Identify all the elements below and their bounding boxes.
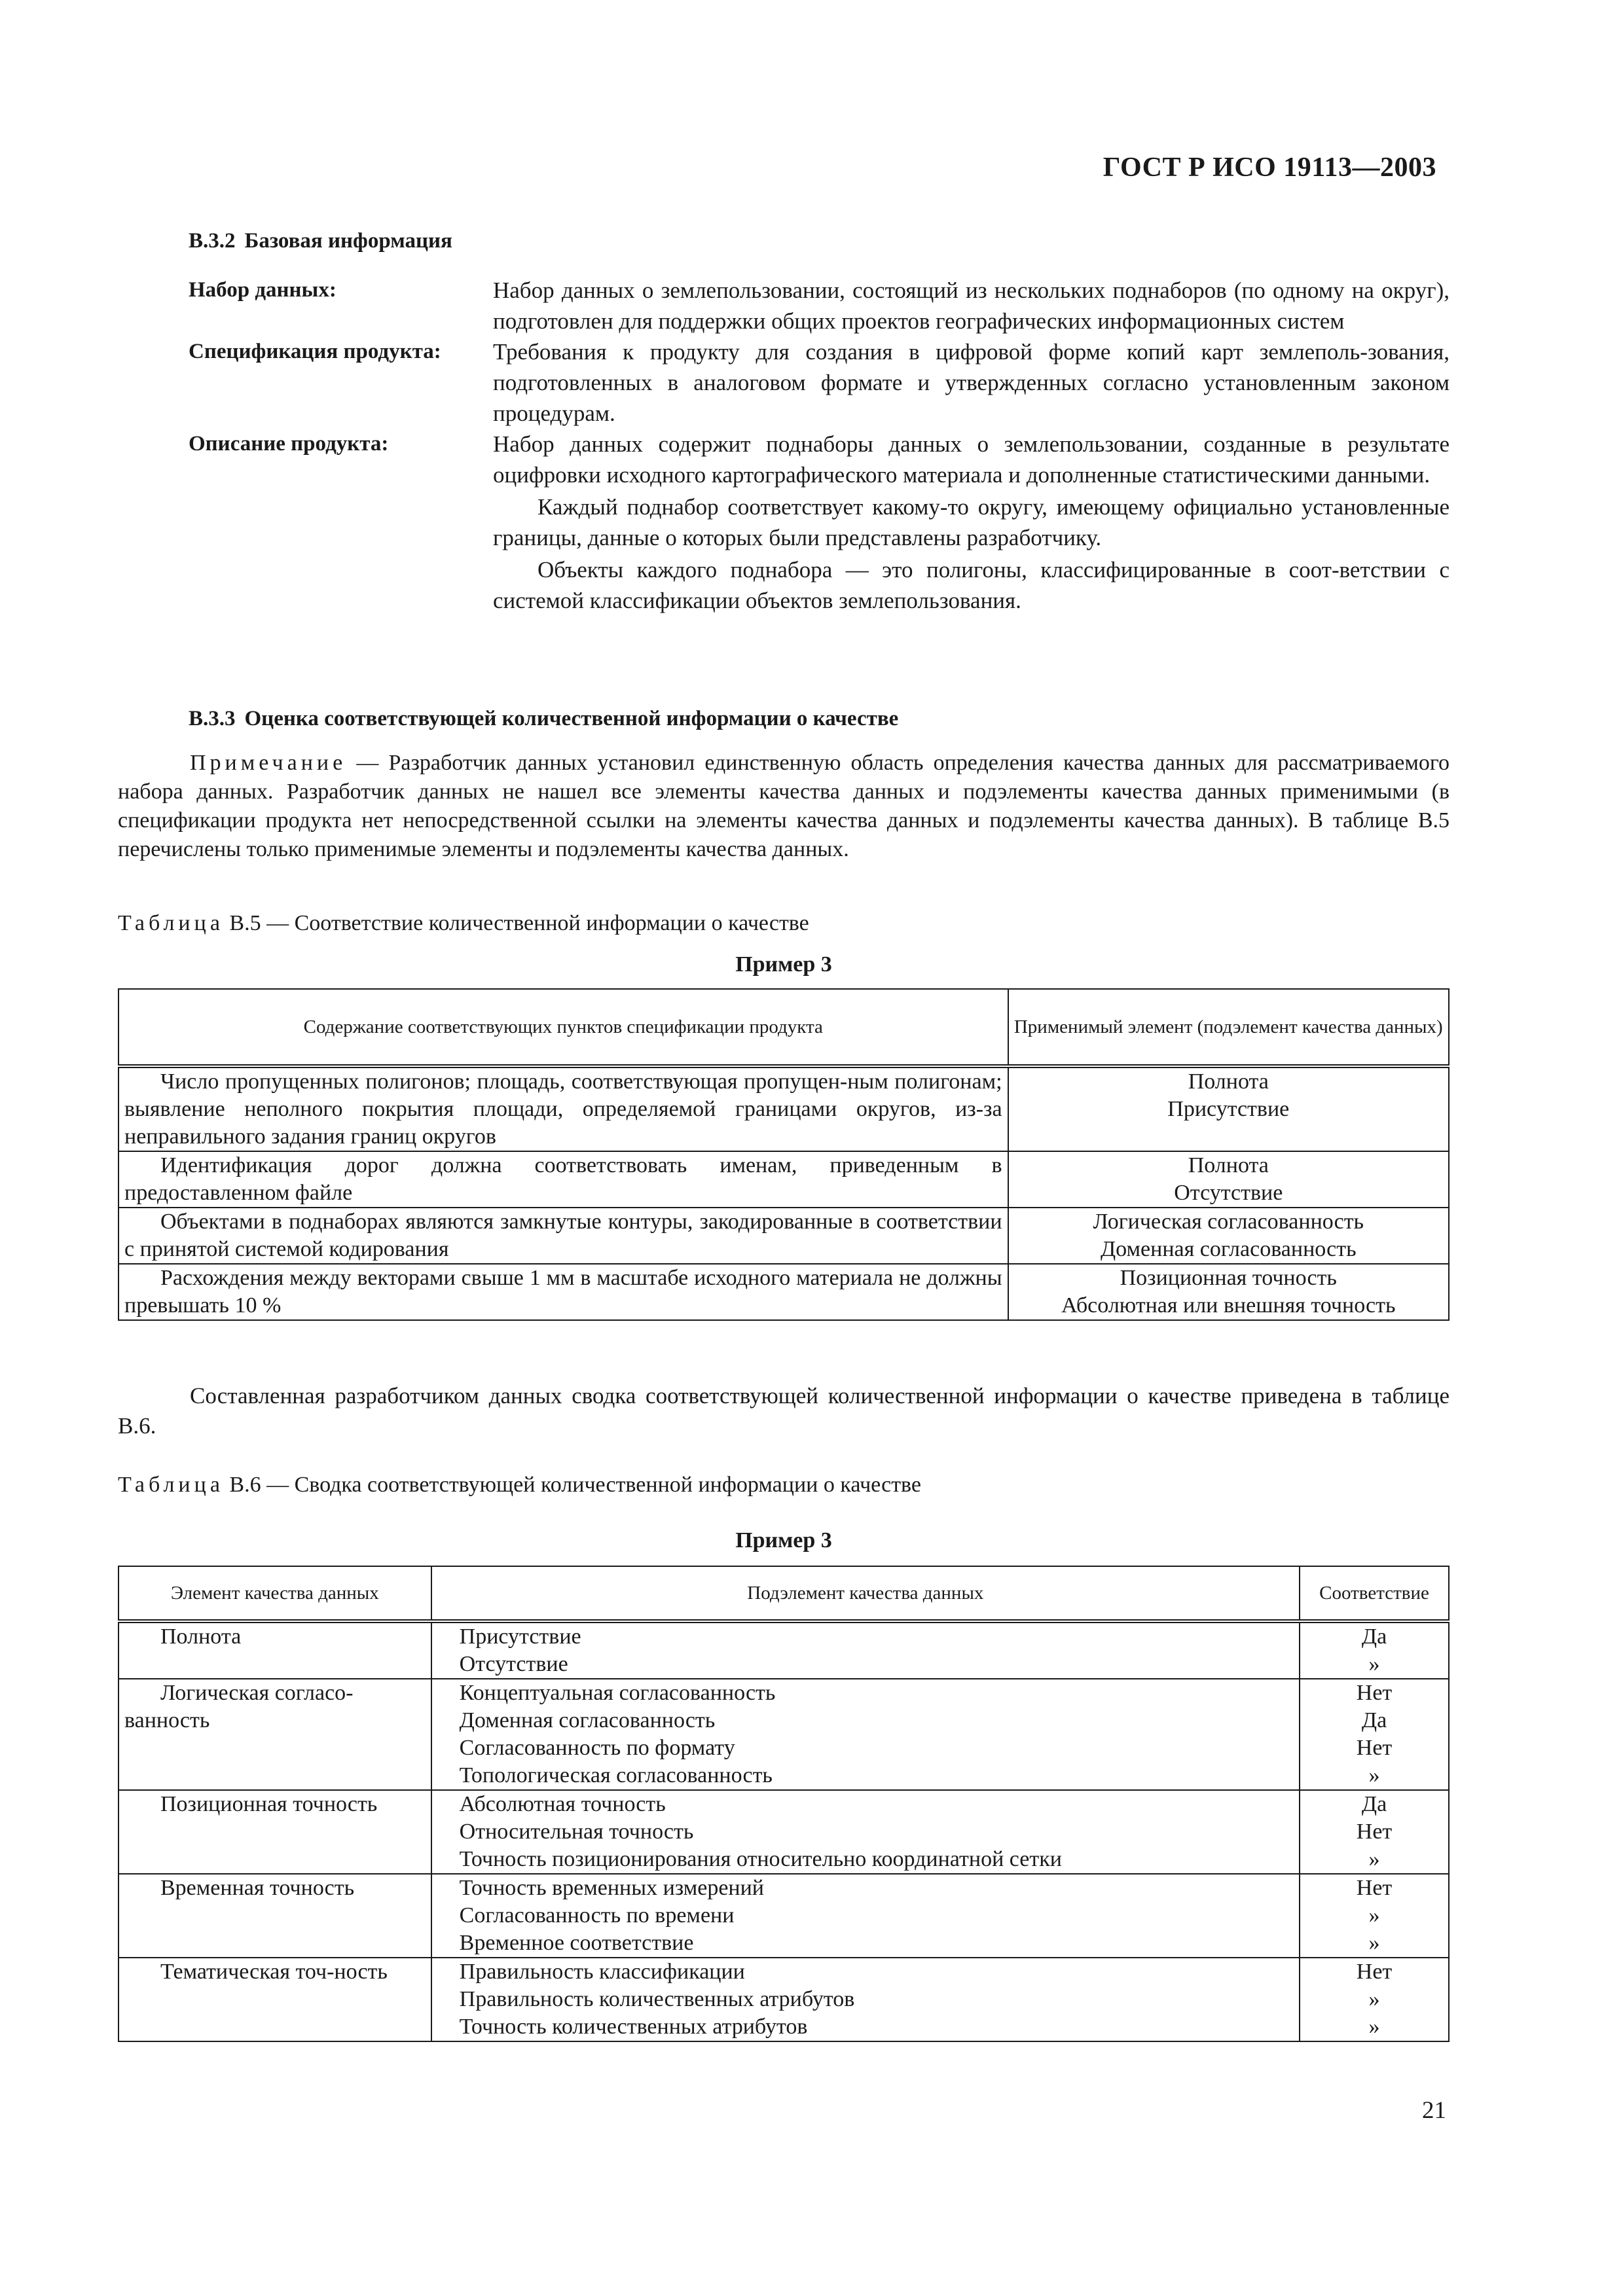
table-caption-text: B.6 — Сводка соответствующей количественной информации о качестве [229,1473,921,1497]
info-paragraph: Набор данных о землепользовании, состоящий из нескольких поднаборов (по одному на округ), подготовлен для поддержки общих проектов географических информационных систем [493,278,1450,334]
column-header: Соответствие [1300,1566,1449,1621]
info-paragraph: Набор данных содержит поднаборы данных о землепользовании, созданные в результате оцифровки исходного картографического материала и дополненные статистическими данными. [493,431,1450,488]
spec-content-cell: Число пропущенных полигонов; площадь, соответствующая пропущен-ным полигонам; выявление неполного покрытия площади, определяемой границами округов, из-за неправильного задания границ округов [119,1066,1008,1151]
conformance-value: » [1368,1847,1380,1871]
info-text [493,336,1450,429]
column-header: Содержание соответствующих пунктов спецификации продукта [119,989,1008,1066]
info-paragraph: Объекты каждого поднабора — это полигоны, классифицированные в соот-ветствии с системой классификации объектов землепользования. [493,557,1450,613]
info-label: Набор данных: [189,278,337,302]
element-cell: Тематическая точ-ность [119,1958,431,2041]
spec-content-cell: Объектами в поднаборах являются замкнутые контуры, закодированные в соответствии с принятой системой кодирования [119,1208,1008,1264]
table-b6-caption [118,1473,921,1498]
conformance-value: Нет [1356,1681,1393,1705]
element-cell: Полнота [119,1621,431,1679]
info-text [493,429,1450,616]
subelement-name: Относительная точность [459,1820,694,1844]
subelement-name: Точность временных измерений [459,1876,764,1900]
subelement-cell [431,1790,1300,1874]
section-b32-heading [189,229,452,253]
table-caption-label: Таблица [118,1473,224,1497]
element-cell [1008,1264,1449,1320]
conformance-cell [1300,1679,1449,1790]
subelement-name: Временное соответствие [459,1931,694,1955]
basic-info-list [189,275,1450,616]
note-label: Примечание [190,751,347,775]
conformance-cell [1300,1958,1449,2041]
table-row [119,1066,1449,1151]
info-row-specification [189,336,1450,429]
section-b32-number: B.3.2 [189,229,236,253]
subelement-name: Концептуальная согласованность [459,1681,776,1705]
table-row [119,1621,1449,1679]
table-row [119,1790,1449,1874]
conformance-cell [1300,1790,1449,1874]
conformance-value: » [1368,1931,1380,1955]
element-name: Логическая согласованность [1093,1210,1364,1234]
conformance-value: Нет [1356,1736,1393,1760]
subelement-name: Отсутствие [1174,1181,1283,1205]
conformance-value: » [1368,2015,1380,2039]
subelement-name: Правильность количественных атрибутов [459,1987,855,2011]
table-caption-label: Таблица [118,911,224,935]
subelement-name: Абсолютная точность [459,1792,666,1816]
section-b33-heading [189,707,898,731]
subelement-cell [431,1874,1300,1958]
subelement-name: Доменная согласованность [459,1708,716,1732]
spec-content-cell: Расхождения между векторами свыше 1 мм в масштабе исходного материала не должны превышать 10 % [119,1264,1008,1320]
conformance-value: Да [1361,1708,1387,1732]
conformance-value: Нет [1356,1960,1393,1984]
subelement-name: Согласованность по времени [459,1903,735,1928]
info-row-dataset [189,275,1450,336]
conformance-value: Нет [1356,1820,1393,1844]
table-b6-example-title: Пример 3 [735,1528,832,1552]
summary-paragraph: Составленная разработчиком данных сводка соответствующей количественной информации о качестве приведена в таблице B.6. [118,1383,1450,1439]
table-caption-text: B.5 — Соответствие количественной информации о качестве [229,911,809,935]
table-row [119,1264,1449,1320]
subelement-name: Правильность классификации [459,1960,745,1984]
spec-content-cell: Идентификация дорог должна соответствовать именам, приведенным в предоставленном файле [119,1151,1008,1208]
info-label: Спецификация продукта: [189,340,441,363]
element-cell: Позиционная точность [119,1790,431,1874]
info-paragraph: Каждый поднабор соответствует какому-то округу, имеющему официально установленные границы, данные о которых были представлены разработчику. [493,494,1450,550]
subelement-name: Согласованность по формату [459,1736,735,1760]
conformance-value: » [1368,1903,1380,1928]
conformance-value: » [1368,1763,1380,1787]
table-header-row [119,1566,1449,1621]
page-number: 21 [1422,2097,1446,2124]
subelement-name: Присутствие [459,1624,581,1649]
table-row [119,1874,1449,1958]
element-cell: Временная точность [119,1874,431,1958]
conformance-cell [1300,1621,1449,1679]
subelement-name: Присутствие [1167,1097,1290,1121]
subelement-cell [431,1958,1300,2041]
info-text [493,275,1450,336]
document-code: ГОСТ Р ИСО 19113—2003 [1103,152,1436,183]
conformance-value: » [1368,1652,1380,1676]
subelement-cell [431,1679,1300,1790]
subelement-name: Отсутствие [459,1652,568,1676]
table-b6-body [119,1621,1449,2041]
column-header: Подэлемент качества данных [431,1566,1300,1621]
note-text: — Разработчик данных установил единственную область определения качества данных для рассматриваемого набора данных. Разработчик данных не нашел все элементы качества данных и подэлементы качества данных применимыми (в спецификации продукта нет непосредственной ссылки на элементы качества данных и подэлементы качества данных). В таблице B.5 перечислены только применимые элементы и подэлементы качества данных. [118,751,1450,861]
table-b5-example-title: Пример 3 [735,952,832,977]
column-header: Элемент качества данных [119,1566,431,1621]
subelement-name: Точность количественных атрибутов [459,2015,808,2039]
table-row [119,1958,1449,2041]
element-name: Полнота [1188,1153,1269,1177]
section-b33-title: Оценка соответствующей количественной информации о качестве [244,707,899,730]
table-b5 [118,988,1450,1321]
table-b5-caption [118,911,809,936]
conformance-value: Да [1361,1624,1387,1649]
subelement-name: Доменная согласованность [1100,1237,1357,1261]
conformance-cell [1300,1874,1449,1958]
table-row [119,1679,1449,1790]
table-row [119,1208,1449,1264]
element-cell [1008,1151,1449,1208]
note-paragraph [118,749,1450,864]
info-label: Описание продукта: [189,432,389,456]
conformance-value: Нет [1356,1876,1393,1900]
conformance-value: » [1368,1987,1380,2011]
section-b33-number: B.3.3 [189,707,236,730]
element-name: Позиционная точность [1120,1266,1337,1290]
element-cell [1008,1208,1449,1264]
subelement-name: Абсолютная или внешняя точность [1061,1293,1396,1318]
table-row [119,1151,1449,1208]
section-b32-title: Базовая информация [244,229,452,253]
table-b6 [118,1566,1450,2042]
element-cell: Логическая согласо-ванность [119,1679,431,1790]
element-name: Полнота [1188,1069,1269,1094]
subelement-name: Топологическая согласованность [459,1763,773,1787]
conformance-value: Да [1361,1792,1387,1816]
table-header-row [119,989,1449,1066]
info-row-description [189,429,1450,616]
column-header: Применимый элемент (подэлемент качества данных) [1008,989,1449,1066]
info-paragraph: Требования к продукту для создания в цифровой форме копий карт землеполь-зования, подготовленных в аналоговом формате и утвержденных согласно установленным законом процедурам. [493,339,1450,426]
subelement-name: Точность позиционирования относительно координатной сетки [459,1847,1062,1871]
element-cell [1008,1066,1449,1151]
subelement-cell [431,1621,1300,1679]
